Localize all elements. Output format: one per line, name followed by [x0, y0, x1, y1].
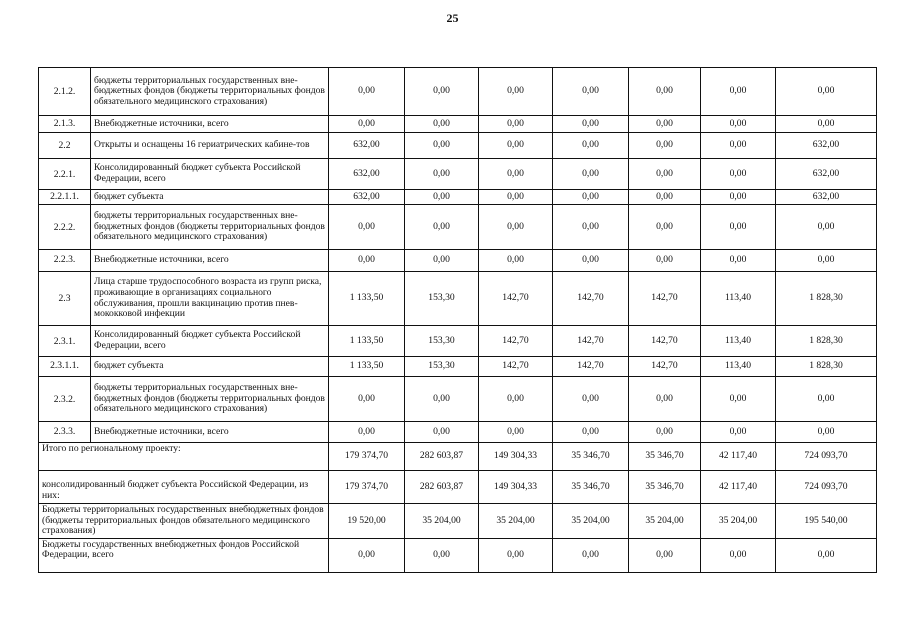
row-value: 113,40	[701, 326, 776, 357]
row-value: 0,00	[329, 377, 405, 422]
row-value: 1 828,30	[776, 357, 877, 377]
row-code: 2.2.1.1.	[39, 190, 91, 205]
row-value: 0,00	[479, 133, 553, 159]
table-row	[39, 133, 877, 159]
table-row	[39, 250, 877, 272]
row-value: 0,00	[629, 377, 701, 422]
row-value: 0,00	[479, 205, 553, 250]
row-value: 142,70	[629, 326, 701, 357]
row-code: 2.1.2.	[39, 68, 91, 116]
total-description: Бюджеты государственных внебюджетных фондов Российской Федерации, всего	[39, 538, 329, 572]
row-code: 2.2	[39, 133, 91, 159]
row-description: бюджет субъекта	[91, 357, 329, 377]
row-code: 2.3.3.	[39, 422, 91, 443]
total-value: 35 346,70	[629, 471, 701, 504]
total-value: 35 204,00	[405, 504, 479, 539]
total-value: 35 204,00	[629, 504, 701, 539]
row-value: 142,70	[553, 272, 629, 326]
row-value: 632,00	[329, 159, 405, 190]
row-value: 0,00	[329, 205, 405, 250]
row-description: Внебюджетные источники, всего	[91, 116, 329, 133]
row-value: 142,70	[553, 326, 629, 357]
total-value: 35 346,70	[553, 471, 629, 504]
total-value: 42 117,40	[701, 443, 776, 471]
row-value: 0,00	[405, 205, 479, 250]
total-value: 195 540,00	[776, 504, 877, 539]
row-code: 2.2.1.	[39, 159, 91, 190]
row-value: 0,00	[701, 250, 776, 272]
row-value: 0,00	[701, 116, 776, 133]
row-value: 0,00	[629, 422, 701, 443]
total-value: 724 093,70	[776, 471, 877, 504]
row-value: 632,00	[329, 190, 405, 205]
row-value: 0,00	[405, 190, 479, 205]
table-row	[39, 357, 877, 377]
total-row	[39, 504, 877, 539]
row-value: 0,00	[629, 205, 701, 250]
total-value: 35 204,00	[701, 504, 776, 539]
row-value: 0,00	[701, 205, 776, 250]
row-value: 0,00	[405, 133, 479, 159]
row-value: 0,00	[405, 68, 479, 116]
row-value: 0,00	[776, 205, 877, 250]
row-value: 632,00	[329, 133, 405, 159]
total-description: Бюджеты территориальных государственных внебюджетных фондов (бюджеты территориальных фондов обязательного медицинского страхования)	[39, 504, 329, 539]
total-value: 35 204,00	[479, 504, 553, 539]
table-row	[39, 159, 877, 190]
total-row	[39, 443, 877, 471]
row-value: 0,00	[629, 250, 701, 272]
row-value: 0,00	[405, 377, 479, 422]
total-value: 0,00	[629, 538, 701, 572]
row-code: 2.3.1.	[39, 326, 91, 357]
row-value: 0,00	[479, 68, 553, 116]
row-value: 0,00	[479, 250, 553, 272]
row-value: 142,70	[629, 357, 701, 377]
budget-table	[38, 67, 877, 573]
row-value: 0,00	[553, 422, 629, 443]
row-value: 142,70	[629, 272, 701, 326]
row-value: 0,00	[629, 190, 701, 205]
row-value: 142,70	[553, 357, 629, 377]
total-description: консолидированный бюджет субъекта Российской Федерации, из них:	[39, 471, 329, 504]
total-value: 149 304,33	[479, 443, 553, 471]
row-value: 0,00	[479, 190, 553, 205]
row-value: 153,30	[405, 272, 479, 326]
row-description: бюджеты территориальных государственных вне-бюджетных фондов (бюджеты территориальных фондов обязательного медицинского страхования)	[91, 377, 329, 422]
row-description: бюджеты территориальных государственных вне-бюджетных фондов (бюджеты территориальных фондов обязательного медицинского страхования)	[91, 68, 329, 116]
row-value: 0,00	[553, 68, 629, 116]
row-value: 0,00	[553, 133, 629, 159]
total-value: 0,00	[329, 538, 405, 572]
row-description: Внебюджетные источники, всего	[91, 250, 329, 272]
row-value: 0,00	[553, 116, 629, 133]
table-row	[39, 272, 877, 326]
total-value: 35 204,00	[553, 504, 629, 539]
row-value: 0,00	[553, 159, 629, 190]
row-value: 0,00	[629, 159, 701, 190]
table-row	[39, 116, 877, 133]
row-value: 142,70	[479, 272, 553, 326]
total-value: 0,00	[776, 538, 877, 572]
row-value: 0,00	[553, 205, 629, 250]
row-value: 0,00	[405, 250, 479, 272]
row-value: 0,00	[701, 133, 776, 159]
total-value: 282 603,87	[405, 471, 479, 504]
row-description: бюджеты территориальных государственных вне-бюджетных фондов (бюджеты территориальных фондов обязательного медицинского страхования)	[91, 205, 329, 250]
row-description: Консолидированный бюджет субъекта Российской Федерации, всего	[91, 159, 329, 190]
row-value: 0,00	[553, 377, 629, 422]
total-row	[39, 538, 877, 572]
row-value: 0,00	[701, 422, 776, 443]
total-value: 19 520,00	[329, 504, 405, 539]
row-value: 0,00	[629, 116, 701, 133]
row-code: 2.2.3.	[39, 250, 91, 272]
row-value: 0,00	[329, 250, 405, 272]
row-value: 0,00	[479, 377, 553, 422]
table-row	[39, 205, 877, 250]
row-value: 0,00	[701, 159, 776, 190]
row-value: 632,00	[776, 133, 877, 159]
table-row	[39, 377, 877, 422]
total-value: 179 374,70	[329, 443, 405, 471]
row-value: 0,00	[553, 190, 629, 205]
row-value: 632,00	[776, 159, 877, 190]
row-value: 1 828,30	[776, 272, 877, 326]
row-value: 0,00	[329, 68, 405, 116]
row-value: 0,00	[329, 116, 405, 133]
row-description: Открыты и оснащены 16 гериатрических кабине-тов	[91, 133, 329, 159]
table-row	[39, 68, 877, 116]
row-code: 2.2.2.	[39, 205, 91, 250]
total-value: 35 346,70	[629, 443, 701, 471]
row-code: 2.1.3.	[39, 116, 91, 133]
row-value: 0,00	[701, 190, 776, 205]
row-value: 0,00	[629, 133, 701, 159]
total-value: 149 304,33	[479, 471, 553, 504]
row-description: бюджет субъекта	[91, 190, 329, 205]
page-number: 25	[446, 11, 459, 25]
row-value: 0,00	[776, 68, 877, 116]
row-value: 0,00	[479, 116, 553, 133]
total-value: 724 093,70	[776, 443, 877, 471]
row-code: 2.3.2.	[39, 377, 91, 422]
total-row	[39, 471, 877, 504]
table-row	[39, 326, 877, 357]
total-value: 0,00	[405, 538, 479, 572]
total-description: Итого по региональному проекту:	[39, 443, 329, 471]
row-value: 113,40	[701, 357, 776, 377]
row-value: 0,00	[479, 159, 553, 190]
row-value: 0,00	[553, 250, 629, 272]
row-value: 1 133,50	[329, 357, 405, 377]
row-value: 113,40	[701, 272, 776, 326]
total-value: 35 346,70	[553, 443, 629, 471]
row-value: 1 133,50	[329, 272, 405, 326]
row-value: 0,00	[479, 422, 553, 443]
row-code: 2.3	[39, 272, 91, 326]
table-row	[39, 422, 877, 443]
row-value: 0,00	[405, 116, 479, 133]
row-description: Лица старше трудоспособного возраста из групп риска, проживающие в организациях социального обслуживания, прошли вакцинацию против пнев-мококковой инфекции	[91, 272, 329, 326]
row-value: 0,00	[776, 116, 877, 133]
row-value: 0,00	[701, 377, 776, 422]
total-value: 0,00	[553, 538, 629, 572]
row-description: Консолидированный бюджет субъекта Российской Федерации, всего	[91, 326, 329, 357]
row-value: 1 828,30	[776, 326, 877, 357]
row-value: 0,00	[701, 68, 776, 116]
row-value: 632,00	[776, 190, 877, 205]
row-value: 142,70	[479, 326, 553, 357]
row-value: 0,00	[405, 159, 479, 190]
total-value: 179 374,70	[329, 471, 405, 504]
row-value: 0,00	[776, 377, 877, 422]
row-value: 153,30	[405, 357, 479, 377]
row-code: 2.3.1.1.	[39, 357, 91, 377]
row-value: 1 133,50	[329, 326, 405, 357]
row-value: 142,70	[479, 357, 553, 377]
total-value: 282 603,87	[405, 443, 479, 471]
row-value: 0,00	[329, 422, 405, 443]
row-value: 153,30	[405, 326, 479, 357]
table-row	[39, 190, 877, 205]
row-value: 0,00	[776, 250, 877, 272]
total-value: 0,00	[701, 538, 776, 572]
total-value: 0,00	[479, 538, 553, 572]
row-value: 0,00	[776, 422, 877, 443]
total-value: 42 117,40	[701, 471, 776, 504]
row-description: Внебюджетные источники, всего	[91, 422, 329, 443]
row-value: 0,00	[405, 422, 479, 443]
row-value: 0,00	[629, 68, 701, 116]
